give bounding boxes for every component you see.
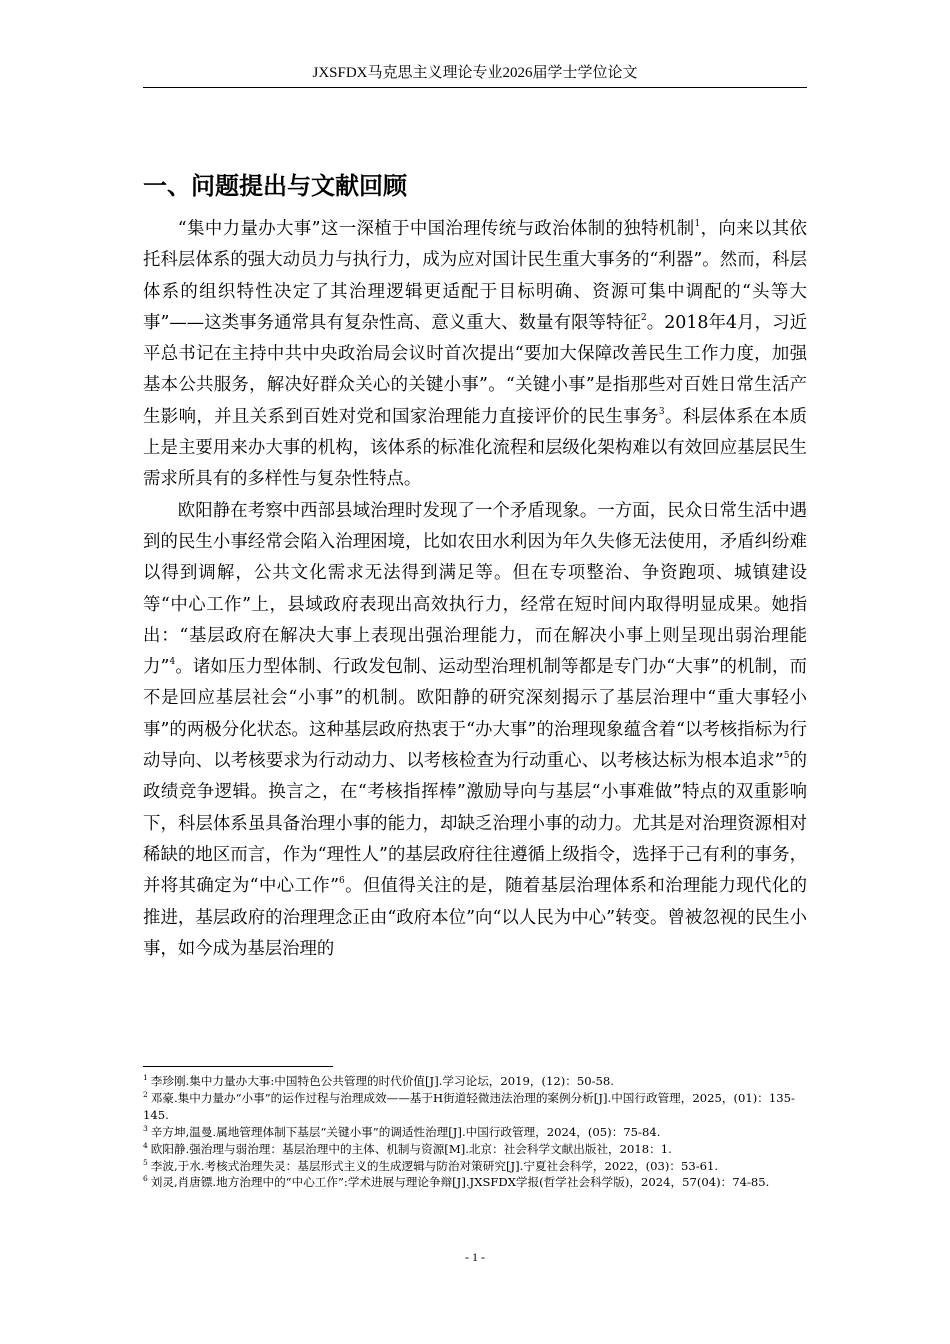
footnote-ref[interactable]: 5: [783, 751, 790, 762]
section-title: 一、问题提出与文献回顾: [143, 172, 407, 200]
footnote-separator: [143, 1066, 333, 1067]
paragraph-text: 的政绩竞争逻辑。换言之，在“考核指挥棒”激励导向与基层“小事难做”特点的双重影响下，科层体系虽具备治理小事的能力，却缺乏治理小事的动力。尤其是对治理资源相对稀缺的地区而言，作为“理性人”的基层政府往往遵循上级指令，选择于己有利的事务，并将其确定为“中心工作”: [143, 751, 807, 897]
paragraph-text: ，向来以其依托科层体系的强大动员力与执行力，成为应对国计民生重大事务的“利器”。然而，科层体系的组织特性决定了其治理逻辑更适配于目标明确、资源可集中调配的“头等大事”——这类事务通常具有复杂性高、意义重大、数量有限等特征: [143, 219, 807, 333]
footnote-text: 刘灵,肖唐镖.地方治理中的“中心工作”:学术进展与理论争辩[J].JXSFDX学报(哲学社会科学版)，2024，57(04)：74-85.: [150, 1175, 770, 1190]
footnote-ref[interactable]: 6: [338, 876, 345, 887]
paragraph-text: 。科层体系在本质上是主要用来办大事的机构，该体系的标准化流程和层级化架构难以有效回应基层民生需求所具有的多样性与复杂性特点。: [143, 406, 807, 490]
paragraph-text: 欧阳静在考察中西部县域治理时发现了一个矛盾现象。一方面，民众日常生活中遇到的民生小事经常会陷入治理困境，比如农田水利因为年久失修无法使用，矛盾纠纷难以得到调解，公共文化需求无法得到满足等。但在专项整治、争资跑项、城镇建设等“中心工作”上，县域政府表现出高效执行力，经常在短时间内取得明显成果。她指出：“基层政府在解决大事上表现出强治理能力，而在解决小事上则呈现出弱治理能力”: [143, 500, 807, 678]
footnote-number: 6: [143, 1174, 148, 1184]
footnote: [143, 1073, 807, 1090]
paragraph-text: “集中力量办大事”这一深植于中国治理传统与政治体制的独特机制: [177, 219, 695, 239]
paragraph-text: 。2018年4月，习近平总书记在主持中共中央政治局会议时首次提出“要加大保障改善民生工作力度，加强基本公共服务，解决好群众关心的关键小事”。“关键小事”是指那些对百姓日常生活产生影响，并且关系到百姓对党和国家治理能力直接评价的民生事务: [143, 312, 807, 427]
footnote-ref[interactable]: 4: [169, 657, 176, 668]
footnote-number: 5: [143, 1157, 148, 1167]
footnote-ref[interactable]: 2: [640, 312, 647, 323]
body-paragraph: [143, 496, 807, 965]
footnote: [143, 1090, 807, 1124]
footnote-text: 李珍刚.集中力量办大事:中国特色公共管理的时代价值[J].学习论坛，2019，(12)：50-58.: [150, 1074, 614, 1088]
page-number: - 1 -: [465, 1250, 485, 1264]
body-paragraph: [143, 214, 807, 496]
footnote-ref[interactable]: 3: [658, 406, 665, 417]
footnote-text: 邓豪.集中力量办“小事”的运作过程与治理成效——基于H街道轻微违法治理的案例分析[J].中国行政管理，2025，(01)：135-145.: [143, 1090, 795, 1122]
footnote-number: 3: [143, 1123, 148, 1133]
header-rule: [143, 87, 807, 88]
footnote-number: 2: [143, 1089, 148, 1099]
footnote-number: 1: [143, 1073, 148, 1082]
footnote-text: 辛方坤,温曼.属地管理体制下基层“关键小事”的调适性治理[J].中国行政管理，2024，(05)：75-84.: [150, 1124, 661, 1139]
footnote: [143, 1124, 807, 1141]
footnotes: [143, 1073, 807, 1191]
footnote: [143, 1174, 807, 1191]
paragraph-text: 。诸如压力型体制、行政发包制、运动型治理机制等都是专门办“大事”的机制，而不是回应基层社会“小事”的机制。欧阳静的研究深刻揭示了基层治理中“重大事轻小事”的两极分化状态。这种基层政府热衷于“办大事”的治理现象蕴含着“以考核指标为行动导向、以考核要求为行动动力、以考核检查为行动重心、以考核达标为根本追求”: [143, 657, 807, 772]
paragraph-text: 。但值得关注的是，随着基层治理体系和治理能力现代化的推进，基层政府的治理理念正由“政府本位”向“以人民为中心”转变。曾被忽视的民生小事，如今成为基层治理的: [143, 876, 807, 959]
footnote-text: 李波,于水.考核式治理失灵：基层形式主义的生成逻辑与防治对策研究[J].宁夏社会科学，2022，(03)：53-61.: [150, 1158, 719, 1173]
footnote-ref[interactable]: 1: [694, 219, 701, 229]
footnote-number: 4: [143, 1140, 148, 1150]
footnote-text: 欧阳静.强治理与弱治理：基层治理中的主体、机制与资源[M].北京：社会科学文献出版社，2018：1.: [150, 1141, 672, 1156]
body-text: [143, 214, 807, 965]
running-header: JXSFDX马克思主义理论专业2026届学士学位论文: [312, 65, 638, 81]
footnote: [143, 1141, 807, 1158]
footnote: [143, 1158, 807, 1175]
